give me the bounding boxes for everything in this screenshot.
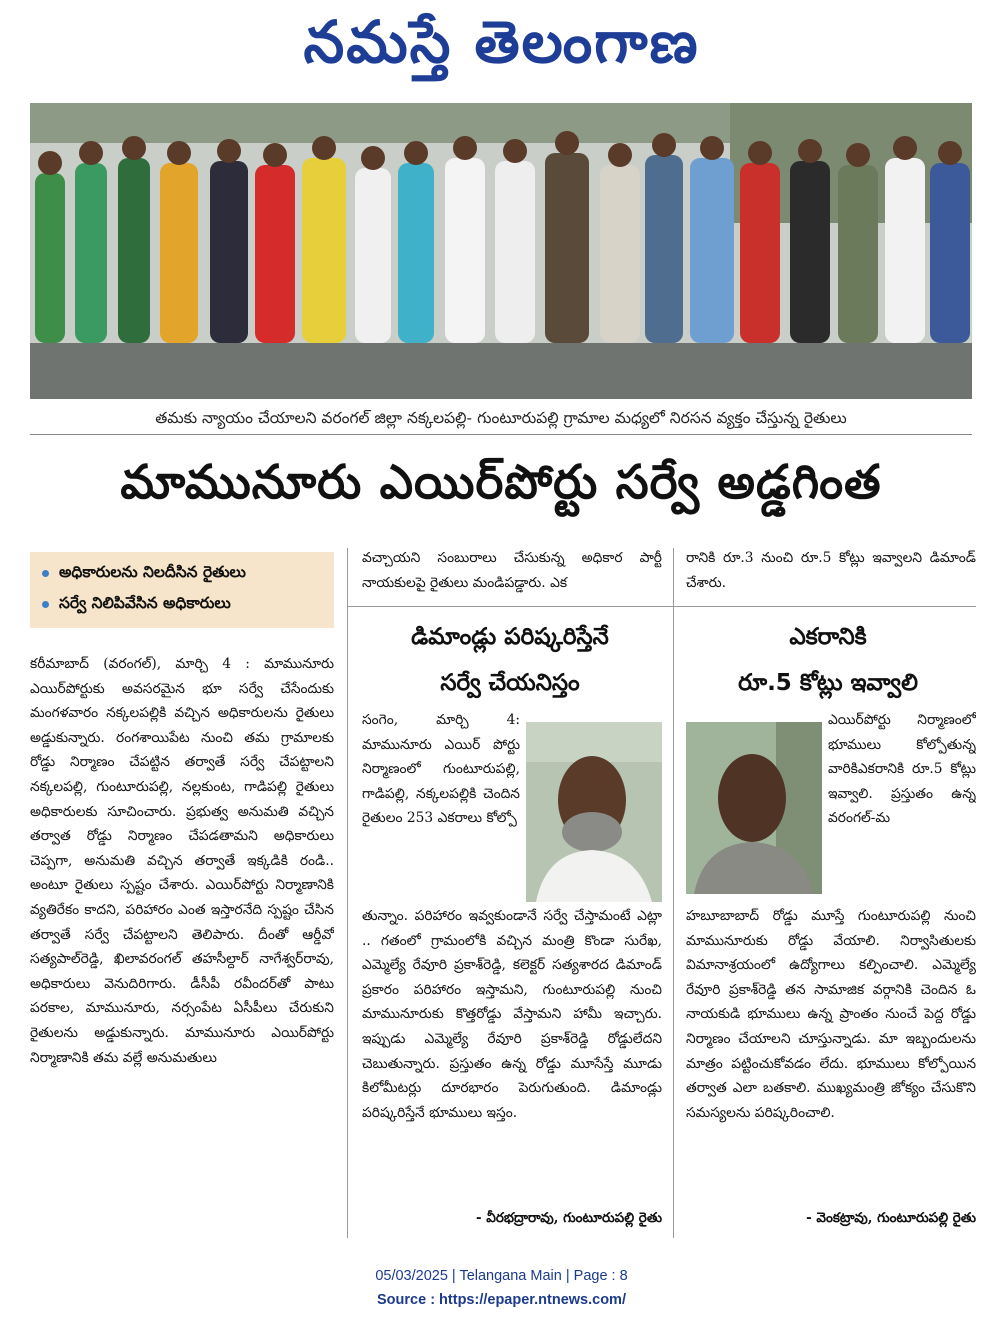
main-story-continuation xyxy=(686,546,976,598)
highlight-item xyxy=(42,589,322,620)
masthead-logo xyxy=(0,8,1003,90)
masthead-title: నమస్తే తెలంగాణ xyxy=(303,7,700,76)
highlight-item xyxy=(42,558,322,589)
story2-body-text: తున్నాం. పరిహారం ఇవ్వకుండానే సర్వే చేస్తామంటే ఎట్లా .. గతంలో గ్రామంలోకి వచ్చిన మంత్రి కొండా సురేఖ, ఎమ్మెల్యే రేవూరి ప్రకాశ్‌రెడ్డి, కలెక్టర్ సత్యశారద డిమాండ్ ప్రకారం పరిహారం ఇస్తామని, గుంటూరుపల్లి నుంచి మామునూరుకు కొత్తరోడ్డు వేస్తామని హామీ ఇచ్చారు. ఇప్పుడు ఎమ్మెల్యే రేవూరి ప్రకాశ్‌రెడ్డి రోడ్డులేదని చెబుతున్నారు. ప్రస్తుతం ఉన్న రోడ్డు మూసేస్తే మూడు కిలోమీటర్లు దూరభారం పెరుగుతుంది. డిమాండ్లు పరిష్కరిస్తేనే భూములు ఇస్తం. xyxy=(362,908,662,1121)
story3-title-line: ఎకరానికి xyxy=(789,624,867,650)
continuation-text: రానికి రూ.3 నుంచి రూ.5 కోట్లు ఇవ్వాలని డిమాండ్ చేశారు. xyxy=(686,550,976,591)
story2-title-line: సర్వే చేయనిస్తం xyxy=(440,670,580,696)
photo-caption: తమకు న్యాయం చేయాలని వరంగల్ జిల్లా నక్కలపల్లి- గుంటూరుపల్లి గ్రామాల మధ్యలో నిరసన వ్యక్తం చేస్తున్న రైతులు xyxy=(30,406,972,435)
section-divider xyxy=(348,606,976,607)
story3-byline: - వెంకట్రావు, గుంటూరుపల్లి రైతు xyxy=(806,1210,976,1226)
story2-title xyxy=(352,614,668,706)
highlights-box xyxy=(30,552,334,628)
story3-title-line: రూ.5 కోట్లు ఇవ్వాలి xyxy=(738,670,918,696)
story3-lead xyxy=(828,708,976,906)
farmer-photo-veerabhadrarao xyxy=(526,722,662,902)
story2-lead-text: సంగెం, మార్చి 4: మామునూరు ఎయిర్ పోర్టు నిర్మాణంలో గుంటూరుపల్లి, గాడిపల్లి, నక్కలపల్లికి చెందిన రైతులం 253 ఎకరాలు కోల్పో xyxy=(362,712,520,827)
footer-source-link[interactable]: Source : https://epaper.ntnews.com/ xyxy=(377,1292,626,1308)
story3-lead-text: ఎయిర్‌పోర్టు నిర్మాణంలో భూములు కోల్పోతున్న వారికిఎకరానికి రూ.5 కోట్లు ఇవ్వాలి. ప్రస్తుతం ఉన్న వరంగల్-మ xyxy=(828,712,976,827)
story3-body xyxy=(686,904,976,1204)
story3-title xyxy=(680,614,976,706)
bullet-icon xyxy=(42,601,49,608)
story2-title-line: డిమాండ్లు పరిష్కరిస్తేనే xyxy=(411,624,609,650)
continuation-text: వచ్చాయని సంబురాలు చేసుకున్న అధికార పార్టీ నాయకులపై రైతులు మండిపడ్డారు. ఎక xyxy=(362,550,662,591)
story2-body xyxy=(362,904,662,1204)
main-story-continuation xyxy=(362,546,662,598)
story2-lead xyxy=(362,708,520,906)
main-story-text: కరీమాబాద్ (వరంగల్), మార్చి 4 : మామునూరు ఎయిర్‌పోర్టుకు అవసరమైన భూ సర్వే చేసేందుకు మంగళవారం నక్కలపల్లికి వచ్చిన అధికారులను రైతులు అడ్డుకున్నారు. రంగశాయిపేట నుంచి తమ గ్రామాలకు రోడ్డు నిర్మాణం చేపట్టిన తర్వాతే సర్వే చేపట్టాలని నక్కలపల్లి, గుంటూరుపల్లి, నల్లకుంట, గాడిపల్లి రైతులు అధికారులకు సూచించారు. ప్రభుత్వ అనుమతి వచ్చిన తర్వాత రోడ్డు నిర్మాణం చేపడతామని అధికారులు చెప్పగా, అనుమతి వచ్చిన తర్వాతే ఇక్కడికి రండి.. అంటూ రైతులు స్పష్టం చేశారు. ఎయిర్‌పోర్టు నిర్మాణానికి వ్యతిరేకం కాదని, పరిహారం ఎంత ఇస్తారనేది స్పష్టం చేసిన తర్వాతే సర్వే చేపట్టాలని తెలిపారు. దీంతో ఆర్డీవో సత్యపాల్‌రెడ్డి, ఖిలావరంగల్ తహసీల్దార్ నాగేశ్వర్‌రావు, అధికారులు వెనుదిరిగారు. డీసీపీ రవీందర్‌తో పాటు పరకాల, మామునూరు, నర్సంపేట ఏసీపీలు చేరుకుని రైతులను అడ్డుకున్నారు. మామునూరు ఎయిర్‌పోర్టు నిర్మాణానికి తమ వల్లే అనుమతులు xyxy=(30,656,334,1066)
farmer-photo-venkatrao xyxy=(686,722,822,894)
protest-photo xyxy=(30,103,972,399)
highlight-text: అధికారులను నిలదీసిన రైతులు xyxy=(59,562,246,581)
main-story-column xyxy=(30,652,334,1242)
bullet-icon xyxy=(42,570,49,577)
footer-date-edition: 05/03/2025 | Telangana Main | Page : 8 xyxy=(375,1268,628,1284)
highlight-text: సర్వే నిలిపివేసిన అధికారులు xyxy=(59,593,231,612)
story3-body-text: హబూబాబాద్ రోడ్డు మూస్తే గుంటూరుపల్లి నుంచి మామునూరుకు రోడ్డు వేయాలి. నిర్వాసితులకు విమానాశ్రయంలో ఉద్యోగాలు కల్పించాలి. ఎమ్మెల్యే రేవూరి ప్రకాశ్‌రెడ్డి తన సామాజిక వర్గానికి చెందిన ఓ నాయకుడి భూములు ఉన్న ప్రాంతం నుంచే పెద్ద రోడ్డు నిర్మాణం చేయాలని చూస్తున్నాడు. మా ఇబ్బందులను మాత్రం పట్టించుకోవడం లేదు. భూములు కోల్పోయిన తర్వాత ఎలా బతకాలి. ముఖ్యమంత్రి జోక్యం చేసుకొని సమస్యలను పరిష్కరించాలి. xyxy=(686,908,976,1121)
story2-byline: - వీరభద్రారావు, గుంటూరుపల్లి రైతు xyxy=(475,1210,662,1226)
column-divider xyxy=(347,548,348,1238)
column-divider xyxy=(673,548,674,1238)
headline: మామునూరు ఎయిర్‌పోర్టు సర్వే అడ్డగింత xyxy=(120,455,882,510)
